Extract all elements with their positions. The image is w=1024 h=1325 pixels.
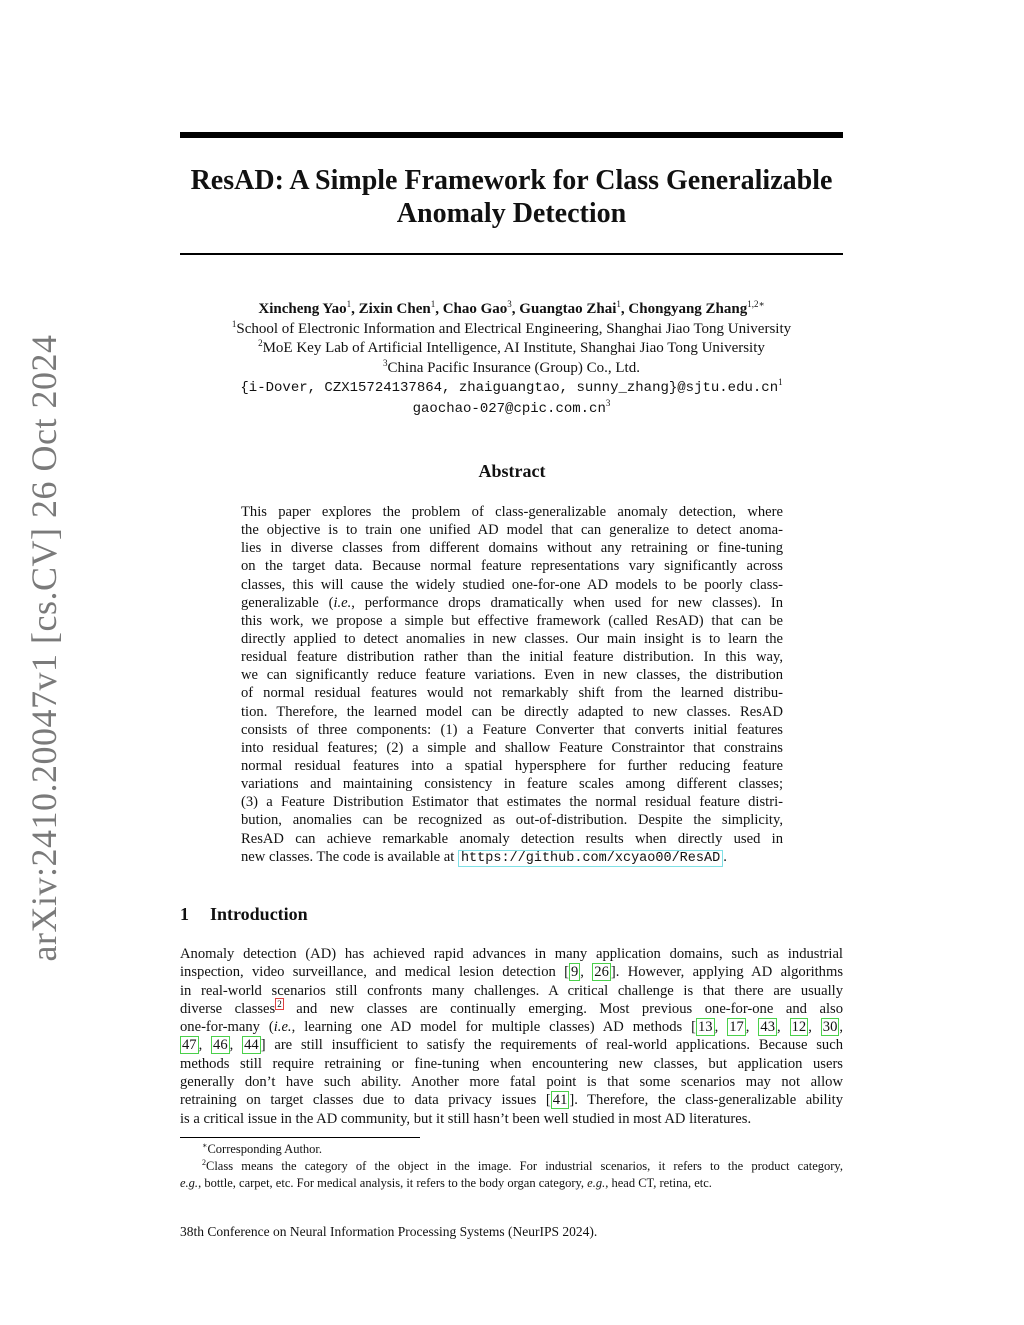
author-name: Chao Gao — [442, 301, 508, 317]
abstract-heading: Abstract — [478, 461, 546, 481]
abstract-body — [241, 503, 783, 866]
intro-line: methods still require retraining or fine-tuning when encountering new classes, but application users — [180, 1055, 843, 1072]
arxiv-side-stamp: arXiv:2410.20047v1 [cs.CV] 26 Oct 2024 — [24, 334, 64, 962]
conference-note: 38th Conference on Neural Information Processing Systems (NeurIPS 2024). — [180, 1224, 598, 1239]
author-sup: 1 — [616, 299, 621, 309]
author-name: Xincheng Yao — [258, 301, 347, 317]
italic-ie: i.e. — [333, 594, 352, 611]
abstract-line: ResAD can achieve remarkable anomaly detection results when directly used in — [241, 830, 783, 847]
abstract-line: into residual features; (2) a simple and shallow Feature Constraintor that constrains — [241, 739, 783, 756]
intro-line: Anomaly detection (AD) has achieved rapid advances in many application domains, such as industrial — [180, 946, 843, 962]
intro-line: diverse classes $^2$ and new classes are continually emerging. Most previous one-for-one and also — [180, 998, 843, 1017]
citation-link[interactable]: 13 — [697, 1019, 713, 1036]
citation-link[interactable]: 47 — [182, 1037, 197, 1054]
citation-link[interactable]: 26 — [594, 964, 609, 981]
abstract-line: bution, anomalies can be recognized as out-of-distribution. Despite the simplicity, — [241, 812, 783, 829]
introduction-body — [180, 945, 843, 1128]
section-number: 1 — [180, 904, 189, 924]
citation-link[interactable]: 30 — [822, 1019, 838, 1036]
abstract-line: tion. Therefore, the learned model can be directly adapted to new classes. ResAD — [241, 703, 783, 720]
abstract-line: normal residual features into a spatial hypersphere for further reducing feature — [241, 757, 783, 774]
author-block — [150, 300, 873, 419]
intro-line: inspection, video surveillance, and medical lesion detection [ 9 , 26 ]. However, applying AD algorithms — [180, 964, 844, 981]
intro-line: one-for-many (i.e., learning one AD model for multiple classes) AD methods [ 13 , 17 , 43 , 12 , 30 , — [180, 1019, 844, 1036]
citation-link[interactable]: 12 — [791, 1019, 807, 1036]
abstract-line: this work, we propose a simple but effective framework (called ResAD) that can be — [241, 612, 783, 629]
citation-link[interactable]: 46 — [213, 1037, 228, 1054]
intro-line: 47 , 46 , 44 ] are still insufficient to satisfy the requirements of real-world applications. Because such — [182, 1037, 843, 1054]
abstract-line: residual feature distribution rather than the initial feature distribution. In this way, — [241, 649, 783, 666]
citation-link[interactable]: 41 — [552, 1092, 568, 1109]
affiliation-2: $^2$MoE Key Lab of Artificial Intelligence, AI Institute, Shanghai Jiao Tong University — [258, 338, 765, 356]
author-name: Zixin Chen — [358, 301, 431, 317]
code-link[interactable]: https://github.com/xcyao00/ResAD — [458, 850, 723, 867]
abstract-line: This paper explores the problem of class-generalizable anomaly detection, where — [241, 504, 783, 520]
abstract-line: lies in diverse classes from different domains without any retraining or fine-tuning — [241, 540, 783, 557]
affiliation-1: $^1$School of Electronic Information and Electrical Engineering, Shanghai Jiao Tong University — [231, 318, 792, 337]
affiliation-3: $^3$China Pacific Insurance (Group) Co., Ltd. — [383, 357, 640, 376]
section-heading-introduction — [180, 904, 308, 925]
intro-line: generally don’t have such ability. Another more fatal point is that some scenarios may not allow — [180, 1074, 843, 1091]
citation-link[interactable]: 9 — [570, 964, 579, 981]
email-sjtu[interactable]: {i-Dover, CZX15724137864, zhaiguangtao, $sunny\_zhang\}@sjtu.edu.cn^1$ — [240, 377, 783, 396]
abstract-line: of normal residual features would not remarkably shift from the learned distribu- — [241, 685, 783, 702]
abstract-line: directly applied to detect anomalies in new classes. Our main insight is to learn the — [241, 630, 783, 647]
footnote-rule — [180, 1137, 420, 1138]
author-sup: 1 — [346, 299, 352, 309]
section-title: Introduction — [210, 904, 308, 924]
abstract-line: (3) a Feature Distribution Estimator that estimates the normal residual feature distri- — [241, 794, 783, 811]
author-names: Xincheng Yao$^1$, Zixin Chen$^1$, Chao Gao$^3$, Guangtao Zhai$^1$, Chongyang Zhang$^{1,2∗}$ — [258, 299, 765, 317]
abstract-line: generalizable (i.e., performance drops dramatically when used for new classes). In — [241, 594, 783, 611]
abstract-line: consists of three components: (1) a Feature Converter that converts initial features — [241, 721, 783, 738]
abstract-line: new classes. The code is available at https://github.com/xcyao00/ResAD . — [241, 848, 727, 866]
footnote-ref-link[interactable]: 2 — [277, 998, 282, 1009]
intro-line: is a critical issue in the AD community, but it still hasn’t been well studied in most AD literatures. — [180, 1110, 752, 1127]
title-line-1: ResAD: A Simple Framework for Class Generalizable — [190, 165, 833, 196]
author-name: Guangtao Zhai — [519, 301, 617, 317]
title-line-2: Anomaly Detection — [396, 198, 627, 229]
footnote-1: ∗Corresponding Author. — [202, 1141, 323, 1156]
title-bottom-rule — [180, 253, 843, 255]
author-name: Chongyang Zhang — [628, 301, 748, 317]
footnote-2-cont: e.g., bottle, carpet, etc. For medical analysis, it refers to the body organ category, e.g., head CT, retina, etc. — [180, 1176, 712, 1190]
citation-link[interactable]: 43 — [760, 1019, 775, 1036]
footnotes — [180, 1141, 843, 1192]
abstract-line: classes, this will cause the widely studied one-for-one AD models to be poorly class- — [241, 576, 783, 593]
paper-title — [150, 164, 873, 230]
abstract-line: variations and maintaining consistency in feature scales among different classes; — [241, 776, 783, 793]
abstract-line: the objective is to train one unified AD model that can generalize to detect anoma- — [241, 522, 783, 539]
author-sup: 1 — [430, 299, 436, 309]
abstract-line: on the target data. Because normal feature representations vary significantly across — [241, 558, 783, 575]
citation-link[interactable]: 17 — [729, 1019, 744, 1036]
footnote-2: $^2$Class means the category of the object in the image. For industrial scenarios, it refers to the product category, — [202, 1158, 843, 1173]
intro-line: retraining on target classes due to data privacy issues [ 41 ]. Therefore, the class-generalizable ability — [180, 1092, 844, 1109]
abstract-line: we can significantly reduce feature variations. Even in new classes, the distribution — [241, 667, 783, 684]
citation-link[interactable]: 44 — [244, 1037, 259, 1054]
email-cpic[interactable]: gaochao-$027@cpic.com.cn^3$ — [412, 397, 611, 417]
title-top-rule — [180, 132, 843, 138]
intro-line: in real-world scenarios still confronts many challenges. A critical challenge is that there are usually — [180, 982, 843, 999]
author-sup: 1,2∗ — [747, 299, 765, 309]
author-sup: 3 — [507, 299, 512, 309]
